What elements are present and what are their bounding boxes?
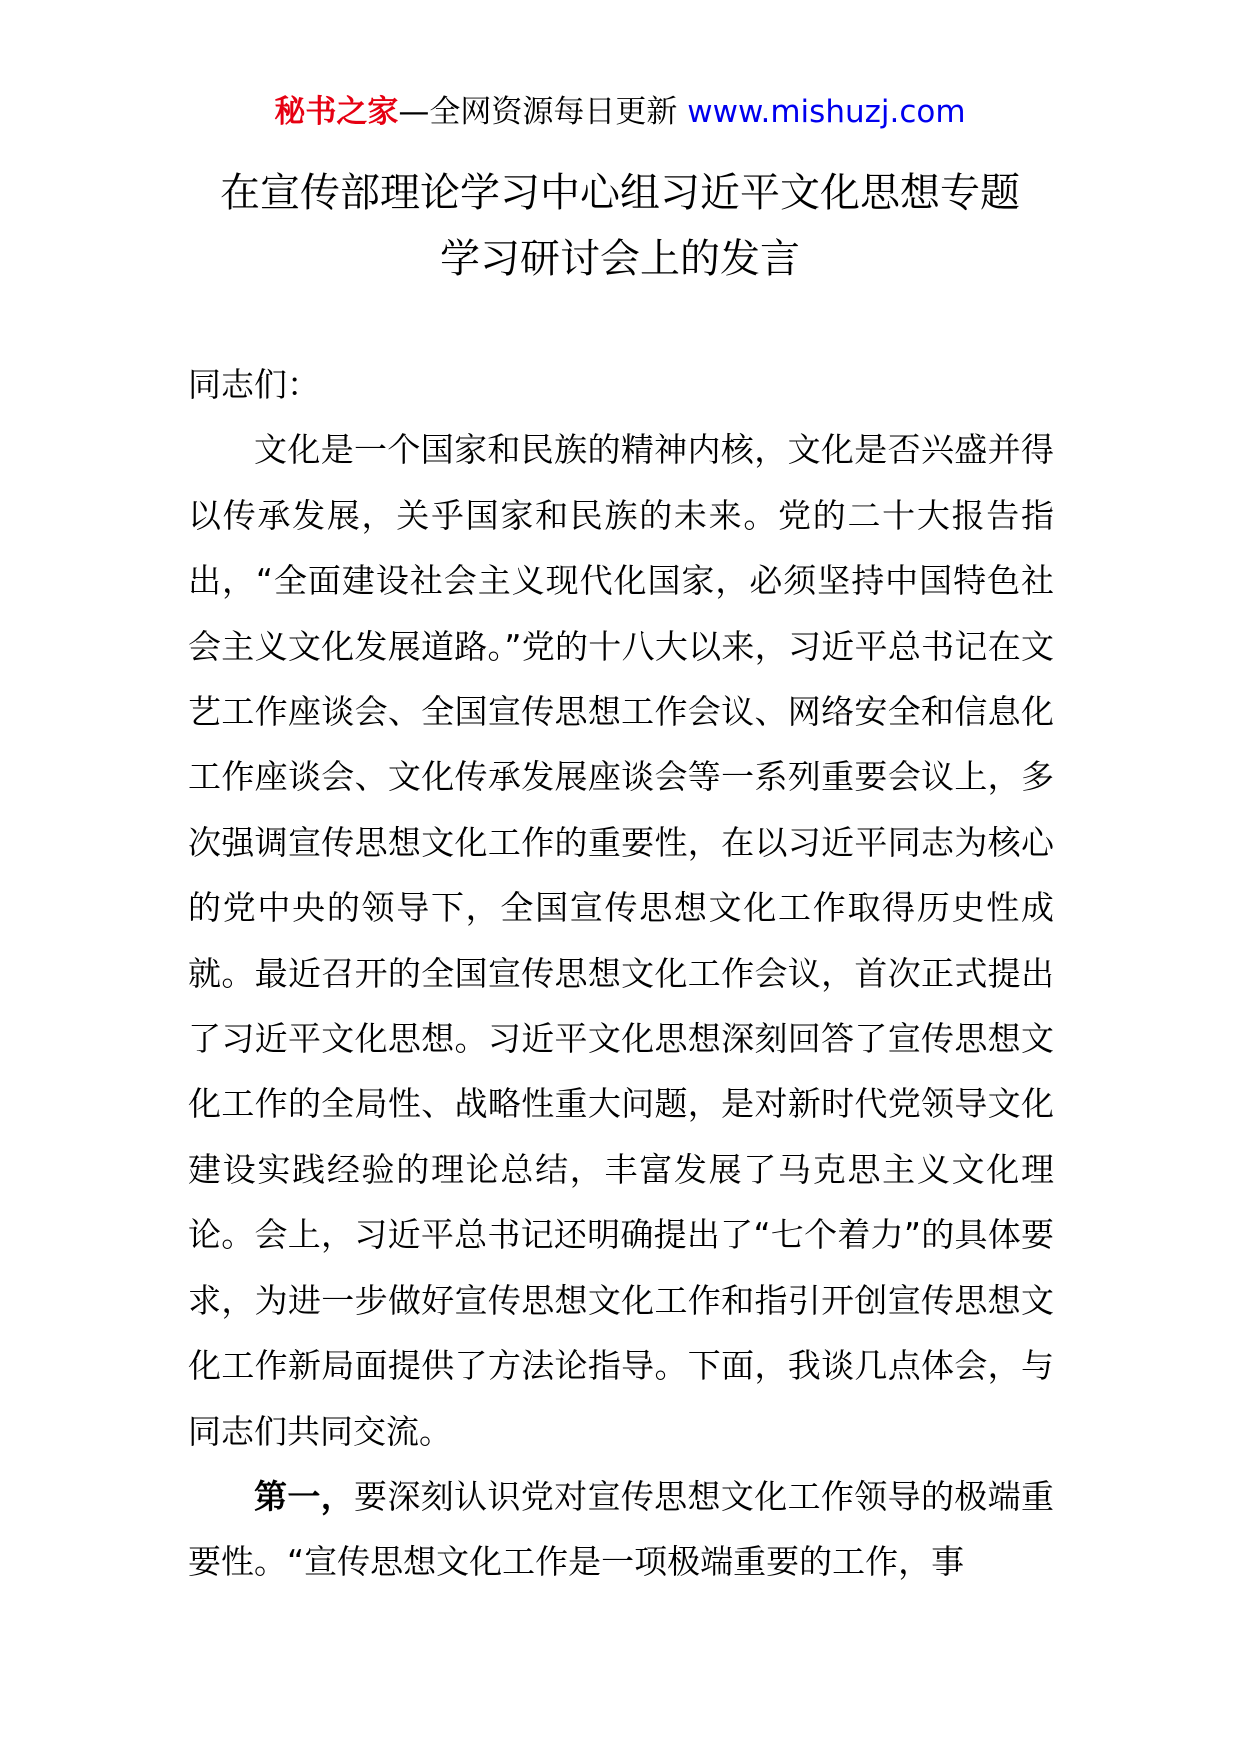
paragraph-2-text: 要深刻认识党对宣传思想文化工作领导的极端重要性。“宣传思想文化工作是一项极端重要的工作，事	[188, 1476, 1055, 1582]
document-body	[188, 352, 1054, 1595]
banner-tagline: —全网资源每日更新	[398, 94, 688, 130]
title-line-1: 在宣传部理论学习中心组习近平文化思想专题	[220, 170, 1020, 216]
site-banner	[0, 92, 1240, 132]
salutation: 同志们：	[188, 365, 320, 404]
site-url-link[interactable]: www.mishuzj.com	[687, 94, 966, 130]
paragraph-2-lead: 第一，	[254, 1476, 355, 1516]
paragraph-1: 文化是一个国家和民族的精神内核，文化是否兴盛并得以传承发展，关乎国家和民族的未来。党的二十大报告指出，“全面建设社会主义现代化国家，必须坚持中国特色社会主义文化发展道路。”党的十八大以来，习近平总书记在文艺工作座谈会、全国宣传思想工作会议、网络安全和信息化工作座谈会、文化传承发展座谈会等一系列重要会议上，多次强调宣传思想文化工作的重要性，在以习近平同志为核心的党中央的领导下，全国宣传思想文化工作取得历史性成就。最近召开的全国宣传思想文化工作会议，首次正式提出了习近平文化思想。习近平文化思想深刻回答了宣传思想文化工作的全局性、战略性重大问题，是对新时代党领导文化建设实践经验的理论总结，丰富发展了马克思主义文化理论。会上，习近平总书记还明确提出了“七个着力”的具体要求，为进一步做好宣传思想文化工作和指引开创宣传思想文化工作新局面提供了方法论指导。下面，我谈几点体会，与同志们共同交流。	[188, 430, 1054, 1451]
title-line-2: 学习研讨会上的发言	[440, 236, 800, 282]
brand-name: 秘书之家	[274, 94, 399, 130]
document-title	[150, 160, 1090, 292]
paragraph-2	[188, 1464, 1054, 1595]
